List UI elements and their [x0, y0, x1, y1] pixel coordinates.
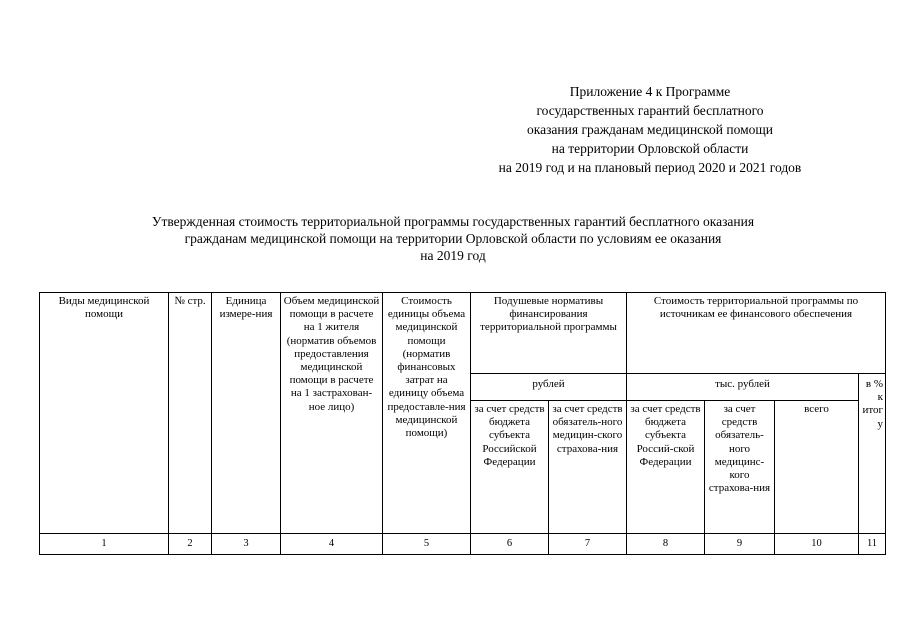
column-number: 2: [169, 534, 212, 555]
header-budget-per-capita: за счет средств бюджета субъекта Российской Федерации: [471, 401, 549, 534]
column-number: 7: [549, 534, 627, 555]
header-program-cost-group: Стоимость территориальной программы по источникам ее финансового обеспечения: [627, 293, 886, 374]
header-medical-care-types: Виды медицинской помощи: [40, 293, 169, 534]
document-title: [40, 213, 866, 264]
header-oms-cost: за счет средств обязатель-ного медицинс-кого страхова-ния: [705, 401, 775, 534]
header-total: всего: [775, 401, 859, 534]
title-line: на 2019 год: [420, 248, 486, 263]
appendix-line: на 2019 год и на плановый период 2020 и 2021 годов: [498, 160, 802, 175]
header-unit-cost: Стоимость единицы объема медицинской помощи (норматив финансовых затрат на единицу объема предоставле-ния медицинской помощи): [383, 293, 471, 534]
column-number: 1: [40, 534, 169, 555]
appendix-line: Приложение 4 к Программе: [569, 84, 731, 99]
column-number: 10: [775, 534, 859, 555]
header-budget-cost: за счет средств бюджета субъекта Россий-ской Федерации: [627, 401, 705, 534]
column-number: 11: [859, 534, 886, 555]
column-number-row: [40, 534, 886, 555]
appendix-line: на территории Орловской области: [551, 141, 749, 156]
header-per-capita-group: Подушевые нормативы финансирования территориальной программы: [471, 293, 627, 374]
column-number: 5: [383, 534, 471, 555]
header-rubles: рублей: [471, 374, 627, 401]
column-number: 9: [705, 534, 775, 555]
appendix-line: оказания гражданам медицинской помощи: [526, 122, 774, 137]
appendix-header: [440, 82, 860, 177]
cost-table: [39, 292, 886, 555]
header-unit: Единица измере-ния: [212, 293, 281, 534]
column-number: 3: [212, 534, 281, 555]
appendix-line: государственных гарантий бесплатного: [536, 103, 764, 118]
header-oms-per-capita: за счет средств обязатель-ного медицин-ского страхова-ния: [549, 401, 627, 534]
header-volume: Объем медицинской помощи в расчете на 1 жителя (норматив объемов предоставления медицинской помощи в расчете на 1 застрахован-ное лицо): [281, 293, 383, 534]
header-percent-total: в % к итогу: [859, 374, 886, 534]
header-row-number: № стр.: [169, 293, 212, 534]
title-line: гражданам медицинской помощи на территории Орловской области по условиям ее оказания: [184, 231, 722, 246]
column-number: 4: [281, 534, 383, 555]
title-line: Утвержденная стоимость территориальной программы государственных гарантий бесплатного оказания: [151, 214, 755, 229]
column-number: 8: [627, 534, 705, 555]
header-thousand-rubles: тыс. рублей: [627, 374, 859, 401]
column-number: 6: [471, 534, 549, 555]
